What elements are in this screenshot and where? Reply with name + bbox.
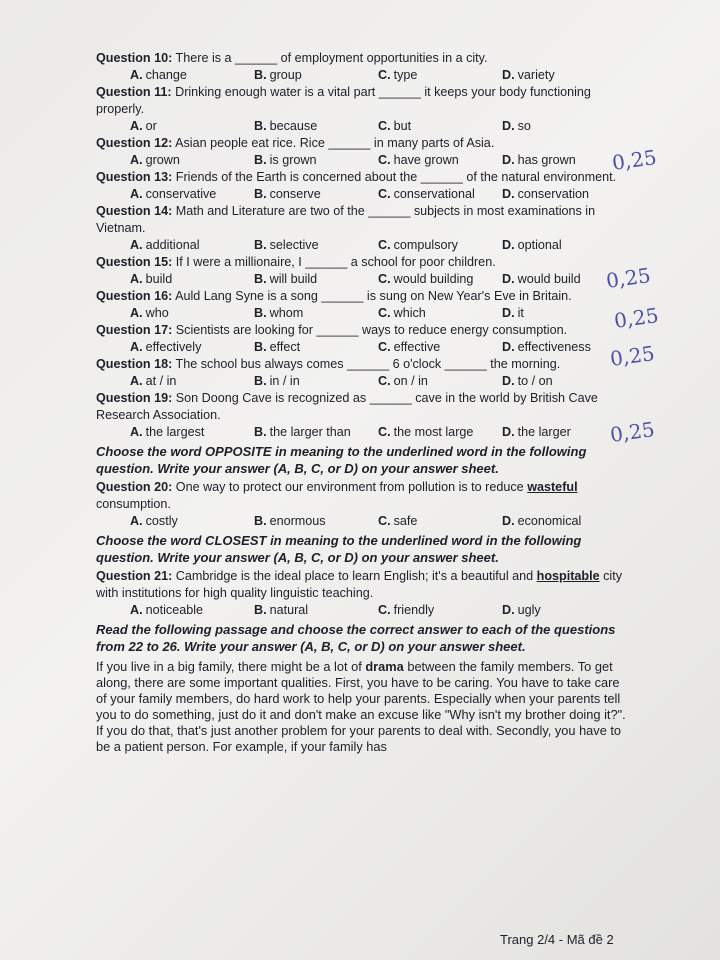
options-row (96, 237, 626, 254)
question-block (96, 254, 626, 271)
passage-bold-word: drama (365, 659, 404, 674)
option-letter: D. (502, 425, 515, 439)
answer-option (254, 118, 378, 135)
option-letter: D. (502, 374, 515, 388)
page-footer: Trang 2/4 - Mã đề 2 (500, 932, 614, 947)
question-head: Question 13: (96, 170, 173, 184)
answer-option (130, 186, 254, 203)
option-letter: A. (130, 374, 143, 388)
answer-option (254, 305, 378, 322)
options-row (96, 373, 626, 390)
options-row (96, 118, 626, 135)
answer-option (130, 513, 254, 530)
question-stem: If I were a millionaire, I ______ a school for poor children. (172, 255, 496, 269)
question-head: Question 19: (96, 391, 173, 405)
option-letter: A. (130, 306, 143, 320)
exam-content (96, 50, 626, 755)
option-text: change (145, 68, 187, 82)
option-text: would build (517, 272, 581, 286)
answer-option (502, 305, 626, 322)
answer-option (502, 67, 626, 84)
option-text: to / on (517, 374, 553, 388)
question-block (96, 356, 626, 373)
option-letter: C. (378, 153, 391, 167)
answer-option (130, 271, 254, 288)
answer-option (378, 305, 502, 322)
option-letter: C. (378, 603, 391, 617)
answer-option (130, 67, 254, 84)
option-letter: A. (130, 187, 143, 201)
answer-option (378, 424, 502, 441)
option-text: have grown (393, 153, 459, 167)
option-text: grown (145, 153, 180, 167)
answer-option (378, 152, 502, 169)
answer-option (502, 118, 626, 135)
option-text: the most large (393, 425, 474, 439)
option-letter: A. (130, 340, 143, 354)
option-text: conservative (145, 187, 217, 201)
question-block (96, 322, 626, 339)
instruction-opposite: Choose the word OPPOSITE in meaning to the underlined word in the following question. Write your answer (A, B, C, or D) on your answer sheet. (96, 444, 587, 476)
answer-option (378, 339, 502, 356)
option-text: selective (269, 238, 319, 252)
option-text: at / in (145, 374, 177, 388)
answer-option (254, 271, 378, 288)
question-block (96, 288, 626, 305)
answer-option (502, 373, 626, 390)
option-letter: D. (502, 306, 515, 320)
option-text: effectiveness (517, 340, 591, 354)
option-letter: A. (130, 603, 143, 617)
answer-option (502, 513, 626, 530)
options-row (96, 186, 626, 203)
question-stem: There is a ______ of employment opportunities in a city. (172, 51, 488, 65)
option-text: who (145, 306, 169, 320)
question-block (96, 135, 626, 152)
answer-option (378, 513, 502, 530)
option-text: has grown (517, 153, 576, 167)
answer-option (130, 424, 254, 441)
option-letter: C. (378, 340, 391, 354)
option-letter: B. (254, 272, 267, 286)
question-stem: The school bus always comes ______ 6 o'clock ______ the morning. (172, 357, 561, 371)
question-block (96, 50, 626, 67)
option-letter: B. (254, 374, 267, 388)
question-block (96, 169, 626, 186)
option-letter: C. (378, 306, 391, 320)
instruction-passage: Read the following passage and choose the correct answer to each of the questions from 22 to 26. Write your answer (A, B, C, or D) on your answer sheet. (96, 622, 616, 654)
options-row (96, 602, 626, 619)
answer-option (254, 237, 378, 254)
options-row (96, 424, 626, 441)
option-text: conservational (393, 187, 475, 201)
option-text: the larger (517, 425, 571, 439)
answer-option (502, 186, 626, 203)
answer-option (130, 373, 254, 390)
answer-option (130, 305, 254, 322)
option-text: or (145, 119, 157, 133)
answer-option (254, 67, 378, 84)
answer-option (378, 237, 502, 254)
question-head: Question 16: (96, 289, 173, 303)
option-text: which (393, 306, 426, 320)
answer-option (254, 373, 378, 390)
question-stem: Scientists are looking for ______ ways to reduce energy consumption. (172, 323, 568, 337)
option-text: natural (269, 603, 309, 617)
option-text: noticeable (145, 603, 204, 617)
question-head: Question 20: (96, 480, 173, 494)
option-letter: A. (130, 68, 143, 82)
option-text: will build (269, 272, 318, 286)
question-head: Question 17: (96, 323, 173, 337)
option-letter: A. (130, 514, 143, 528)
option-text: conserve (269, 187, 321, 201)
option-letter: B. (254, 238, 267, 252)
answer-option (378, 602, 502, 619)
score-mark: 0,25 (604, 263, 652, 293)
option-letter: D. (502, 340, 515, 354)
option-text: safe (393, 514, 418, 528)
answer-option (378, 118, 502, 135)
options-row (96, 67, 626, 84)
option-letter: C. (378, 425, 391, 439)
score-mark: 0,25 (610, 145, 658, 175)
question-20 (96, 479, 626, 513)
option-text: whom (269, 306, 304, 320)
options-row (96, 339, 626, 356)
option-letter: C. (378, 374, 391, 388)
option-text: it (517, 306, 524, 320)
question-head: Question 21: (96, 569, 173, 583)
option-text: effective (393, 340, 441, 354)
option-text: variety (517, 68, 555, 82)
option-text: because (269, 119, 318, 133)
question-block (96, 84, 626, 118)
score-mark: 0,25 (612, 303, 660, 333)
question-stem: Cambridge is the ideal place to learn English; it's a beautiful and (172, 569, 537, 583)
option-letter: A. (130, 425, 143, 439)
option-text: friendly (393, 603, 435, 617)
option-letter: D. (502, 238, 515, 252)
option-letter: B. (254, 153, 267, 167)
option-text: but (393, 119, 412, 133)
option-letter: C. (378, 272, 391, 286)
answer-option (378, 186, 502, 203)
underlined-word: hospitable (536, 569, 600, 583)
option-letter: B. (254, 425, 267, 439)
answer-option (254, 186, 378, 203)
option-text: build (145, 272, 173, 286)
option-letter: B. (254, 306, 267, 320)
question-stem-end: consumption. (96, 497, 171, 511)
question-block (96, 203, 626, 237)
answer-option (254, 602, 378, 619)
question-stem: One way to protect our environment from pollution is to reduce (172, 480, 528, 494)
option-letter: B. (254, 68, 267, 82)
question-head: Question 14: (96, 204, 173, 218)
option-letter: B. (254, 187, 267, 201)
passage-text: If you live in a big family, there might be a lot of (96, 659, 366, 674)
option-text: optional (517, 238, 562, 252)
option-text: would building (393, 272, 474, 286)
option-letter: D. (502, 272, 515, 286)
option-letter: A. (130, 272, 143, 286)
option-letter: B. (254, 603, 267, 617)
answer-option (502, 424, 626, 441)
option-text: type (393, 68, 418, 82)
answer-option (254, 513, 378, 530)
option-letter: C. (378, 119, 391, 133)
option-text: conservation (517, 187, 589, 201)
passage-text-rest: between the family members. To get along, there are some important qualities. First, you have to be caring. You have to take care of your family members, do hard work to help your parents. Especially when your parents tell you to do something, just do it and don't make an excuse like "Why isn't my brother doing it?". If you do that, that's just another problem for your parents to deal with. Secondly, you have to be a patient person. For example, if your family has (96, 659, 626, 754)
option-letter: D. (502, 514, 515, 528)
options-row (96, 513, 626, 530)
option-text: so (517, 119, 531, 133)
answer-option (130, 152, 254, 169)
option-letter: B. (254, 340, 267, 354)
question-head: Question 11: (96, 85, 172, 99)
options-row (96, 305, 626, 322)
question-stem: Asian people eat rice. Rice ______ in many parts of Asia. (172, 136, 495, 150)
question-head: Question 18: (96, 357, 173, 371)
question-stem-end: city with institutions for high quality linguistic teaching. (96, 569, 622, 600)
instruction-closest: Choose the word CLOSEST in meaning to the underlined word in the following question. Write your answer (A, B, C, or D) on your answer sheet. (96, 533, 582, 565)
option-letter: D. (502, 187, 515, 201)
answer-option (502, 152, 626, 169)
answer-option (378, 373, 502, 390)
underlined-word: wasteful (527, 480, 578, 494)
option-letter: C. (378, 187, 391, 201)
answer-option (502, 237, 626, 254)
option-letter: D. (502, 119, 515, 133)
answer-option (130, 339, 254, 356)
option-text: enormous (269, 514, 326, 528)
option-text: additional (145, 238, 200, 252)
question-stem: Math and Literature are two of the ______ subjects in most examinations in Vietnam. (96, 204, 596, 235)
option-letter: A. (130, 238, 143, 252)
option-text: the largest (145, 425, 205, 439)
option-text: on / in (393, 374, 428, 388)
question-stem: Drinking enough water is a vital part ______ it keeps your body functioning properly. (96, 85, 591, 116)
score-mark: 0,25 (608, 417, 656, 447)
question-stem: Son Doong Cave is recognized as ______ cave in the world by British Cave Research Association. (96, 391, 598, 422)
answer-option (130, 118, 254, 135)
answer-option (378, 271, 502, 288)
answer-option (378, 67, 502, 84)
answer-option (130, 237, 254, 254)
option-text: costly (145, 514, 178, 528)
answer-option (130, 602, 254, 619)
answer-option (502, 602, 626, 619)
option-letter: D. (502, 153, 515, 167)
question-21 (96, 568, 626, 602)
answer-option (254, 152, 378, 169)
option-letter: A. (130, 119, 143, 133)
option-text: effect (269, 340, 301, 354)
question-stem: Auld Lang Syne is a song ______ is sung on New Year's Eve in Britain. (172, 289, 572, 303)
option-letter: B. (254, 119, 267, 133)
option-letter: D. (502, 68, 515, 82)
answer-option (502, 339, 626, 356)
score-mark: 0,25 (608, 341, 656, 371)
option-letter: D. (502, 603, 515, 617)
reading-passage (96, 659, 626, 755)
option-letter: C. (378, 238, 391, 252)
option-text: ugly (517, 603, 541, 617)
question-stem: Friends of the Earth is concerned about the ______ of the natural environment. (172, 170, 617, 184)
option-text: is grown (269, 153, 317, 167)
question-head: Question 12: (96, 136, 173, 150)
option-text: economical (517, 514, 582, 528)
answer-option (254, 424, 378, 441)
answer-option (254, 339, 378, 356)
question-list (96, 50, 626, 441)
option-text: the larger than (269, 425, 351, 439)
options-row (96, 152, 626, 169)
question-head: Question 10: (96, 51, 173, 65)
option-text: effectively (145, 340, 202, 354)
question-head: Question 15: (96, 255, 173, 269)
options-row (96, 271, 626, 288)
question-block (96, 390, 626, 424)
option-text: compulsory (393, 238, 458, 252)
option-letter: C. (378, 514, 391, 528)
option-letter: C. (378, 68, 391, 82)
option-text: group (269, 68, 302, 82)
option-letter: A. (130, 153, 143, 167)
option-letter: B. (254, 514, 267, 528)
option-text: in / in (269, 374, 300, 388)
